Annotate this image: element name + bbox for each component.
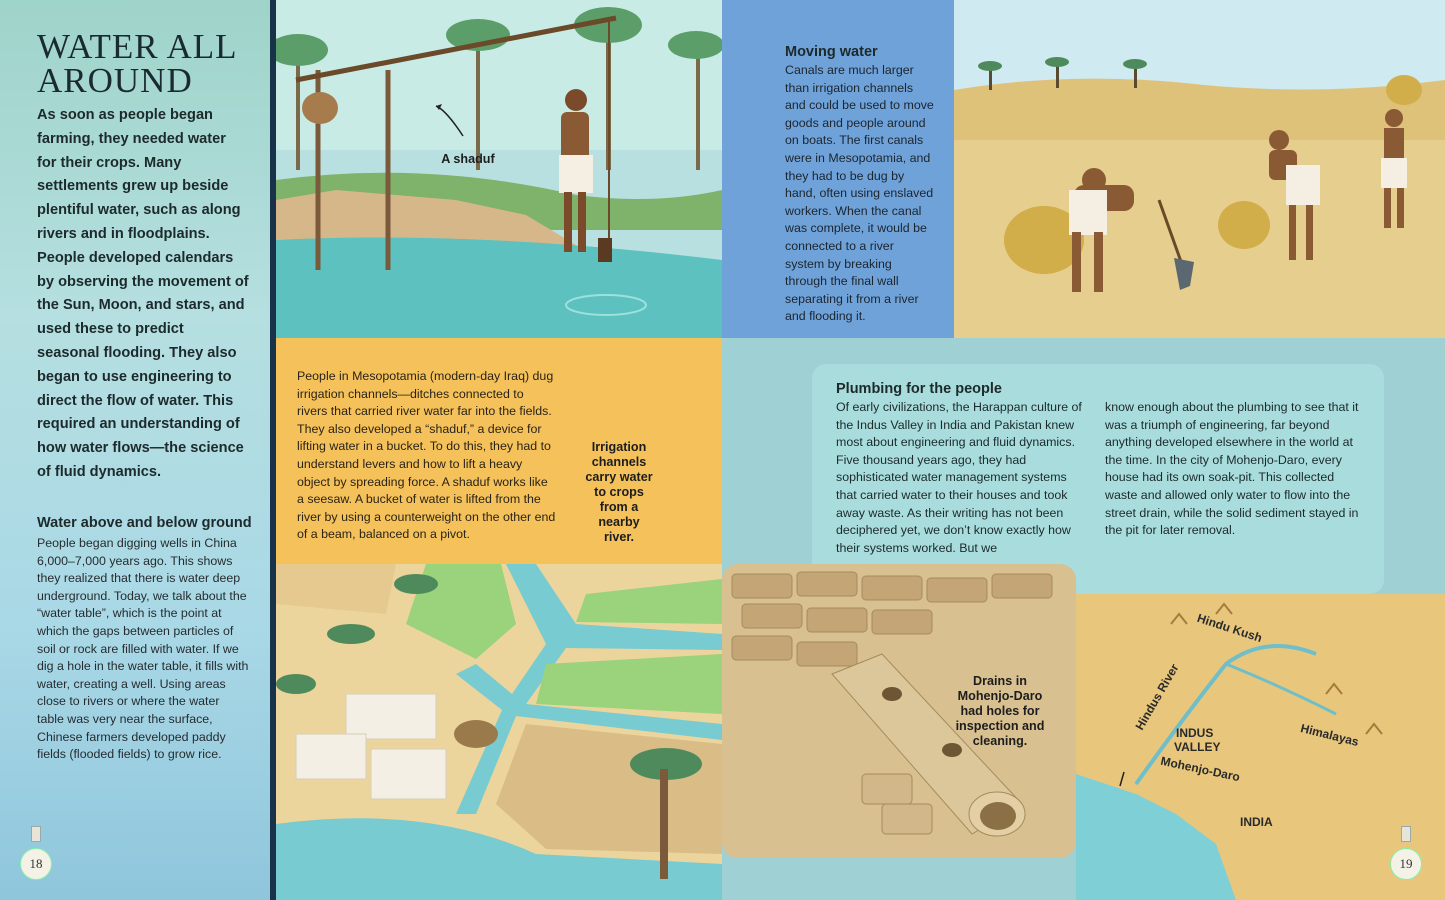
- page-number-left: 18: [20, 848, 52, 880]
- map-label-indus-river: Hindus River: [1132, 661, 1182, 733]
- moving-water-body: Canals are much larger than irrigation channels and could be used to move goods and people around on boats. The first canals were in Mesopotamia, and they had to be dug by hand, often using enslaved workers. When the canal was complete, it would be connected to a river system by breaking through the final wall separating it from a river and flooding it.: [785, 63, 934, 324]
- plumbing-body-col1: Of early civilizations, the Harappan culture of the Indus Valley in India and Pakistan knew most about engineering and fluid dynamics. Five thousand years ago, they had sophisticated water management systems that carried water to their houses and took away waste. As their writing has not been deciphered yet, we don’t know exactly how their systems worked. But we: [836, 400, 1082, 555]
- canal-digging-illustration: [954, 0, 1445, 338]
- map-label-himalayas: Himalayas: [1299, 721, 1361, 749]
- page-number-right: 19: [1390, 848, 1422, 880]
- map-label-hindu-kush: Hindu Kush: [1195, 610, 1264, 646]
- section-body-water-ground: People began digging wells in China 6,000–7,000 years ago. This shows they realized that there is water deep underground. Today, we talk about the “water table”, which is the point at which the gaps between particles of soil or rock are filled with water. If we dig a hole in the water table, it fills with water, creating a well. Using areas close to rivers or where the water table was very near the surface, Chinese farmers developed paddy fields (flooded fields) to grow rice.: [37, 536, 249, 762]
- flask-icon: [31, 826, 41, 842]
- flask-icon: [1401, 826, 1411, 842]
- section-heading-water-ground: Water above and below ground: [37, 515, 252, 531]
- plumbing-body-col2: know enough about the plumbing to see that it was a triumph of engineering, far beyond anything developed elsewhere in the world at the time. In the city of Mohenjo-Daro, every house had its own soak-pit. This collected waste and allowed only water to flow into the street drain, while the solid sediment stayed in the pit for later removal.: [1105, 400, 1359, 538]
- irrigation-caption: Irrigation channels carry water to crops from a nearby river.: [585, 440, 653, 544]
- page-title-line2: AROUND: [37, 61, 193, 100]
- drain-caption: Drains in Mohenjo-Daro had holes for inspection and cleaning.: [955, 674, 1045, 748]
- farm-irrigation-illustration: [276, 564, 722, 900]
- page-title-line1: WATER ALL: [37, 27, 238, 66]
- irrigation-body: People in Mesopotamia (modern-day Iraq) dug irrigation channels—ditches connected to rivers that carried river water far into the fields. They also developed a “shaduf,” a device for lifting water in a bucket. To do this, they had to understand levers and how to lift a heavy object by spreading force. A shaduf works like a seesaw. A bucket of water is lifted from the river by using a counterweight on the other end of a beam, balanced on a pivot.: [297, 369, 556, 542]
- plumbing-heading: Plumbing for the people: [836, 381, 1002, 397]
- shaduf-label: A shaduf: [441, 152, 495, 166]
- moving-water-heading: Moving water: [785, 44, 878, 60]
- intro-paragraph: As soon as people began farming, they needed water for their crops. Many settlements grew up beside plentiful water, such as along rivers and in floodplains. People developed calendars by observing the movement of the Sun, Moon, and stars, and used these to predict seasonal flooding. They also began to use engineering to direct the flow of water. This required an understanding of how water flows—the science of fluid dynamics.: [37, 107, 249, 480]
- shaduf-illustration: [276, 0, 722, 338]
- map-label-mohenjo-daro: Mohenjo-Daro: [1159, 753, 1242, 785]
- map-label-indus-valley-2: VALLEY: [1174, 740, 1221, 754]
- map-label-indus-valley-1: INDUS: [1176, 726, 1214, 740]
- map-label-india: INDIA: [1240, 815, 1273, 829]
